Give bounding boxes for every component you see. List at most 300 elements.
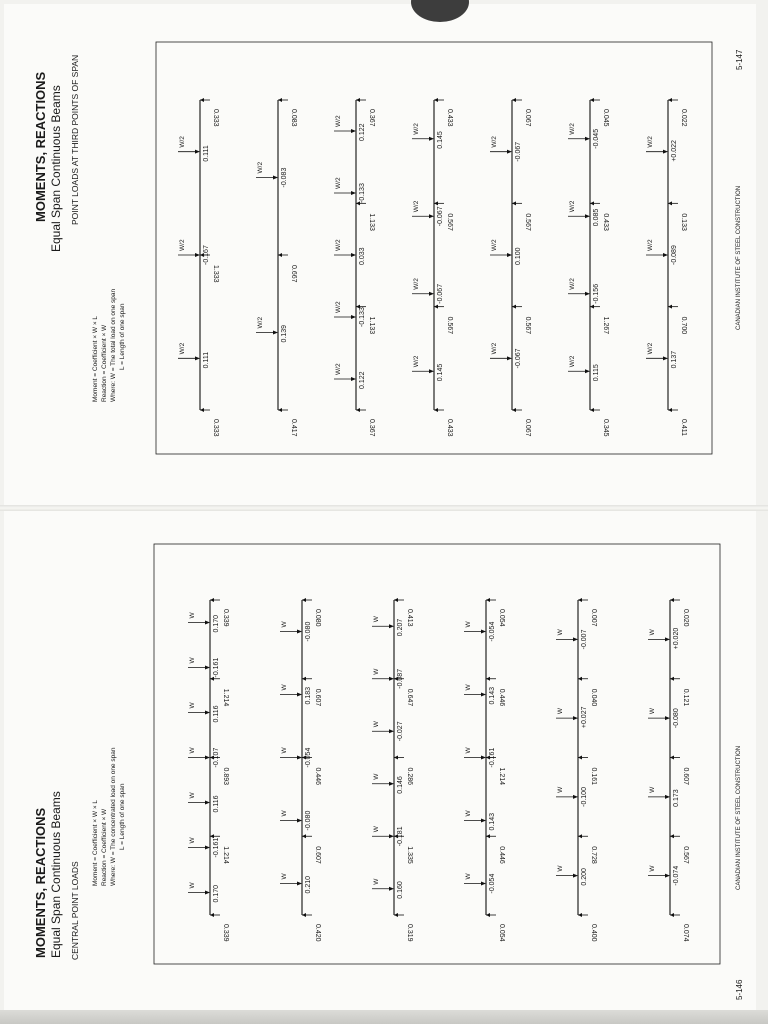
support-reaction-label: 0.286	[406, 767, 413, 786]
moment-coefficient: +0.027	[581, 706, 588, 729]
load-arrow-head	[297, 693, 302, 697]
support-arrow-head	[302, 834, 306, 838]
moment-coefficient: -0.161	[213, 837, 220, 858]
support-reaction-label: 1.214	[498, 767, 505, 786]
reaction-arrow-head	[670, 598, 674, 602]
support-arrow-head	[512, 201, 516, 205]
load-arrow-head	[481, 756, 486, 760]
top-beams-beam-5	[490, 98, 531, 437]
support-reaction-label: 1.214	[222, 846, 229, 864]
right-reaction-label: 0.067	[524, 109, 531, 127]
load-label: W/2	[647, 136, 654, 148]
moment-coefficient: 0.170	[213, 884, 220, 903]
moment-coefficient: -0.161	[213, 657, 220, 678]
bottom-legend-length: L = Length of one span	[119, 783, 126, 850]
load-label: W/2	[491, 136, 498, 148]
reaction-arrow-head	[210, 913, 214, 917]
load-arrow-head	[205, 891, 210, 895]
moment-coefficient: -0.067	[515, 141, 522, 162]
load-label: W/2	[647, 342, 654, 355]
load-label: W	[189, 702, 196, 709]
left-reaction-label: 0.339	[222, 924, 229, 942]
load-arrow-head	[351, 377, 356, 381]
top-legend-moment: Moment = Coefficient × W × L	[92, 315, 99, 402]
load-label: W	[557, 865, 564, 872]
load-label: W	[649, 707, 656, 715]
support-reaction-label: 0.700	[680, 316, 687, 335]
bottom-page-load-case: CENTRAL POINT LOADS	[70, 861, 80, 960]
bottom-publisher: CANADIAN INSTITUTE OF STEEL CONSTRUCTION	[736, 745, 742, 890]
moment-coefficient: 0.160	[397, 881, 404, 899]
support-reaction-label: 0.567	[446, 316, 453, 335]
load-label: W	[465, 810, 472, 817]
moment-coefficient: 0.145	[437, 363, 444, 382]
reaction-arrow-head	[356, 408, 360, 412]
moment-coefficient: +0.020	[673, 627, 680, 650]
moment-coefficient: 0.183	[305, 686, 312, 705]
bottom-page-subtitle: Equal Span Continuous Beams	[49, 791, 63, 958]
moment-coefficient: 0.210	[305, 875, 312, 894]
support-arrow-head	[670, 834, 674, 838]
load-arrow-head	[351, 315, 356, 319]
support-arrow-head	[578, 677, 582, 681]
bottom-page	[33, 544, 744, 1000]
bottom-beams-beam-2	[280, 598, 321, 942]
top-beams-beam-7	[646, 98, 687, 436]
left-reaction-label: 0.333	[212, 419, 219, 437]
load-label: W/2	[413, 355, 420, 368]
load-label: W	[189, 747, 196, 754]
load-arrow-head	[205, 846, 210, 850]
moment-coefficient: 0.207	[397, 618, 404, 637]
moment-coefficient: -0.156	[593, 283, 600, 304]
load-arrow-head	[663, 150, 668, 154]
load-label: W	[189, 612, 196, 619]
reaction-arrow-head	[434, 408, 438, 412]
moment-coefficient: -0.080	[305, 810, 312, 831]
bottom-beams-beam-5	[556, 598, 597, 942]
support-reaction-label: 1.133	[368, 316, 375, 335]
support-arrow-head	[578, 756, 582, 760]
load-arrow-head	[665, 874, 670, 878]
load-label: W	[465, 684, 472, 691]
reaction-arrow-head	[210, 598, 214, 602]
support-reaction-label: 0.433	[602, 213, 609, 231]
load-arrow-head	[297, 882, 302, 886]
load-arrow-head	[205, 801, 210, 805]
top-beams-beam-1	[178, 98, 219, 437]
load-label: W	[557, 629, 564, 636]
moment-coefficient: -0.067	[515, 348, 522, 369]
load-arrow-head	[585, 137, 590, 141]
moment-coefficient: 0.116	[213, 705, 220, 723]
support-reaction-label: 0.446	[314, 767, 321, 786]
bottom-beam-diagrams	[188, 598, 689, 942]
load-arrow-head	[205, 756, 210, 760]
load-label: W/2	[569, 278, 576, 290]
load-label: W	[373, 878, 380, 885]
left-reaction-label: 0.367	[368, 419, 375, 437]
load-arrow-head	[273, 331, 278, 335]
left-reaction-label: 0.433	[446, 419, 453, 437]
top-beams-beam-3	[334, 98, 375, 437]
moment-coefficient: -0.133	[359, 183, 366, 203]
top-page	[33, 42, 744, 454]
load-label: W	[649, 629, 656, 636]
left-reaction-label: 0.400	[590, 924, 597, 942]
moment-coefficient: 0.143	[489, 812, 496, 831]
support-reaction-label: 0.040	[590, 688, 597, 707]
load-arrow-head	[573, 874, 578, 878]
support-arrow-head	[670, 677, 674, 681]
load-arrow-head	[389, 782, 394, 786]
bottom-beams-beam-3	[372, 598, 413, 942]
load-arrow-head	[273, 176, 278, 180]
load-label: W/2	[569, 355, 576, 368]
load-label: W	[649, 786, 656, 793]
moment-coefficient: -0.080	[673, 708, 680, 729]
support-arrow-head	[434, 201, 438, 205]
support-reaction-label: 0.607	[314, 846, 321, 864]
right-reaction-label: 0.433	[446, 109, 453, 127]
moment-coefficient: -0.089	[671, 245, 678, 265]
load-arrow-head	[573, 716, 578, 720]
support-arrow-head	[302, 677, 306, 681]
reaction-arrow-head	[578, 598, 582, 602]
load-arrow-head	[429, 292, 434, 296]
load-label: W	[189, 882, 196, 889]
bottom-legend-where: Where: W = The concentrated load on one span	[110, 747, 117, 886]
load-arrow-head	[663, 253, 668, 257]
moment-coefficient: 0.111	[203, 351, 210, 369]
moment-coefficient: -0.074	[673, 865, 680, 886]
load-label: W	[281, 621, 288, 628]
moment-coefficient: 0.111	[203, 145, 210, 162]
moment-coefficient: -0.045	[593, 128, 600, 149]
reaction-arrow-head	[302, 598, 306, 602]
load-arrow-head	[389, 729, 394, 733]
moment-coefficient: -0.054	[305, 747, 312, 768]
support-arrow-head	[278, 253, 282, 257]
load-arrow-head	[389, 834, 394, 838]
load-arrow-head	[389, 624, 394, 628]
support-arrow-head	[590, 201, 594, 205]
right-reaction-label: 0.022	[680, 109, 687, 127]
moment-coefficient: 0.173	[673, 789, 680, 807]
left-reaction-label: 0.054	[498, 924, 505, 942]
support-reaction-label: 0.893	[222, 767, 229, 786]
reaction-arrow-head	[590, 98, 594, 102]
support-arrow-head	[512, 305, 516, 309]
load-arrow-head	[351, 191, 356, 195]
load-label: W/2	[647, 239, 654, 251]
right-reaction-label: 0.020	[682, 609, 689, 627]
bottom-beams-beam-6	[648, 598, 689, 942]
load-label: W	[649, 865, 656, 872]
load-label: W	[373, 668, 380, 675]
reaction-arrow-head	[434, 98, 438, 102]
reaction-arrow-head	[302, 913, 306, 917]
right-reaction-label: 0.083	[290, 109, 297, 127]
load-label: W/2	[179, 136, 186, 148]
moment-coefficient: 0.100	[515, 247, 522, 265]
support-reaction-label: 1.333	[212, 265, 219, 283]
load-arrow-head	[297, 819, 302, 823]
moment-coefficient: 0.170	[213, 614, 220, 633]
reaction-arrow-head	[668, 98, 672, 102]
support-reaction-label: 0.728	[590, 846, 597, 864]
load-label: W/2	[257, 316, 264, 329]
load-label: W	[465, 621, 472, 628]
support-reaction-label: 0.647	[406, 688, 413, 707]
support-reaction-label: 0.133	[680, 213, 687, 231]
load-label: W/2	[413, 200, 420, 213]
load-label: W/2	[335, 177, 342, 189]
support-reaction-label: 1.214	[222, 688, 229, 707]
load-arrow-head	[665, 716, 670, 720]
load-label: W	[465, 747, 472, 754]
left-reaction-label: 0.319	[406, 924, 413, 942]
load-arrow-head	[205, 711, 210, 715]
support-reaction-label: 0.161	[590, 767, 597, 786]
load-label: W	[373, 826, 380, 833]
reaction-arrow-head	[356, 98, 360, 102]
left-reaction-label: 0.420	[314, 924, 321, 942]
top-beam-diagrams	[178, 98, 687, 437]
load-arrow-head	[205, 621, 210, 625]
load-arrow-head	[351, 253, 356, 257]
bottom-beams-beam-1	[188, 598, 229, 942]
left-reaction-label: 0.345	[602, 419, 609, 437]
moment-coefficient: -0.067	[437, 283, 444, 304]
left-reaction-label: 0.417	[290, 419, 297, 437]
load-label: W	[189, 837, 196, 844]
support-reaction-label: 0.667	[290, 265, 297, 283]
load-label: W	[373, 616, 380, 623]
support-reaction-label: 0.567	[524, 316, 531, 335]
right-reaction-label: 0.080	[314, 609, 321, 627]
load-label: W	[281, 684, 288, 691]
support-arrow-head	[486, 834, 490, 838]
reaction-arrow-head	[668, 408, 672, 412]
moment-coefficient: -0.181	[397, 826, 404, 847]
load-arrow-head	[389, 677, 394, 681]
reaction-arrow-head	[670, 913, 674, 917]
right-reaction-label: 0.367	[368, 109, 375, 127]
load-arrow-head	[481, 693, 486, 697]
load-arrow-head	[585, 292, 590, 296]
bottom-page-number: 5-146	[735, 979, 744, 1000]
load-label: W/2	[335, 115, 342, 127]
load-label: W/2	[569, 123, 576, 135]
moment-coefficient: 0.033	[359, 247, 366, 265]
support-reaction-label: 0.567	[446, 213, 453, 231]
support-reaction-label: 1.133	[368, 213, 375, 231]
support-reaction-label: 0.567	[524, 213, 531, 231]
left-reaction-label: 0.067	[524, 419, 531, 437]
support-reaction-label: 1.267	[602, 316, 609, 335]
load-arrow-head	[297, 630, 302, 634]
top-beams-beam-2	[256, 98, 297, 437]
load-arrow-head	[195, 150, 200, 154]
load-arrow-head	[665, 795, 670, 799]
reaction-arrow-head	[512, 408, 516, 412]
moment-coefficient: -0.100	[581, 787, 588, 807]
right-reaction-label: 0.333	[212, 109, 219, 127]
moment-coefficient: 0.116	[213, 795, 220, 813]
top-beams-beam-6	[568, 98, 609, 437]
top-publisher: CANADIAN INSTITUTE OF STEEL CONSTRUCTION	[736, 185, 742, 330]
support-reaction-label: 1.335	[406, 846, 413, 864]
load-arrow-head	[507, 150, 512, 154]
moment-coefficient: 0.200	[581, 868, 588, 886]
load-label: W	[465, 873, 472, 880]
load-label: W/2	[491, 239, 498, 251]
moment-coefficient: 0.122	[359, 123, 366, 141]
support-reaction-label: 0.567	[682, 846, 689, 864]
support-arrow-head	[394, 756, 398, 760]
moment-coefficient: -0.107	[213, 747, 220, 768]
reaction-arrow-head	[486, 598, 490, 602]
load-label: W	[557, 786, 564, 793]
support-arrow-head	[486, 677, 490, 681]
moment-coefficient: -0.161	[489, 747, 496, 768]
load-label: W/2	[335, 363, 342, 375]
load-label: W	[281, 810, 288, 817]
load-label: W/2	[179, 342, 186, 355]
moment-coefficient: -0.007	[581, 629, 588, 650]
reaction-arrow-head	[394, 913, 398, 917]
reaction-arrow-head	[578, 913, 582, 917]
moment-coefficient: -0.167	[203, 245, 210, 265]
top-page-title: MOMENTS, REACTIONS	[33, 71, 48, 222]
bottom-table-frame	[154, 544, 720, 964]
bottom-legend-reaction: Reaction = Coefficient × W	[101, 808, 108, 886]
bottom-page-title: MOMENTS, REACTIONS	[33, 807, 48, 958]
top-page-subtitle: Equal Span Continuous Beams	[49, 85, 63, 252]
load-label: W	[189, 792, 196, 799]
moment-coefficient: 0.145	[437, 131, 444, 149]
moment-coefficient: 0.139	[281, 324, 288, 343]
load-arrow-head	[507, 356, 512, 360]
moment-coefficient: 0.085	[593, 208, 600, 227]
load-arrow-head	[195, 356, 200, 360]
reaction-arrow-head	[278, 408, 282, 412]
support-arrow-head	[434, 305, 438, 309]
load-arrow-head	[585, 214, 590, 218]
load-label: W	[189, 657, 196, 664]
moment-coefficient: +0.022	[671, 140, 678, 162]
load-arrow-head	[481, 882, 486, 886]
bottom-beams-beam-4	[464, 598, 505, 942]
top-page-load-case: POINT LOADS AT THIRD POINTS OF SPAN	[70, 54, 80, 225]
right-reaction-label: 0.054	[498, 609, 505, 627]
top-legend-reaction: Reaction = Coefficient × W	[101, 324, 108, 402]
load-arrow-head	[481, 630, 486, 634]
reaction-arrow-head	[590, 408, 594, 412]
reaction-arrow-head	[394, 598, 398, 602]
load-arrow-head	[195, 253, 200, 257]
load-arrow-head	[429, 369, 434, 373]
support-reaction-label: 0.607	[314, 688, 321, 707]
top-legend-length: L = Length of one span	[119, 303, 126, 370]
support-reaction-label: 0.446	[498, 688, 505, 707]
support-arrow-head	[670, 756, 674, 760]
right-reaction-label: 0.339	[222, 609, 229, 627]
load-arrow-head	[429, 214, 434, 218]
load-arrow-head	[585, 369, 590, 373]
load-arrow-head	[573, 795, 578, 799]
left-reaction-label: 0.074	[682, 924, 689, 942]
load-label: W/2	[179, 239, 186, 251]
moment-coefficient: -0.067	[437, 206, 444, 227]
moment-coefficient: 0.122	[359, 371, 366, 389]
load-arrow-head	[429, 137, 434, 141]
support-arrow-head	[668, 201, 672, 205]
right-reaction-label: 0.413	[406, 609, 413, 627]
support-reaction-label: 0.121	[682, 688, 689, 707]
load-arrow-head	[573, 637, 578, 641]
moment-coefficient: -0.087	[397, 668, 404, 689]
load-arrow-head	[665, 637, 670, 641]
reaction-arrow-head	[200, 98, 204, 102]
moment-coefficient: -0.133	[359, 307, 366, 327]
left-reaction-label: 0.411	[680, 419, 687, 436]
moment-coefficient: -0.080	[305, 621, 312, 642]
moment-coefficient: -0.083	[281, 167, 288, 188]
load-arrow-head	[351, 129, 356, 133]
reaction-arrow-head	[200, 408, 204, 412]
load-label: W/2	[413, 278, 420, 290]
support-arrow-head	[578, 834, 582, 838]
load-arrow-head	[297, 756, 302, 760]
reaction-arrow-head	[486, 913, 490, 917]
load-label: W/2	[413, 123, 420, 135]
support-reaction-label: 0.446	[498, 846, 505, 864]
right-reaction-label: 0.045	[602, 109, 609, 127]
load-arrow-head	[389, 887, 394, 891]
top-page-number: 5-147	[735, 49, 744, 70]
moment-coefficient: -0.054	[489, 873, 496, 894]
load-label: W/2	[569, 200, 576, 213]
bottom-legend-moment: Moment = Coefficient × W × L	[92, 799, 99, 886]
moment-coefficient: 0.137	[671, 350, 678, 369]
reaction-arrow-head	[512, 98, 516, 102]
support-arrow-head	[590, 305, 594, 309]
reaction-arrow-head	[278, 98, 282, 102]
load-arrow-head	[205, 666, 210, 670]
load-label: W	[557, 707, 564, 715]
moment-coefficient: 0.143	[489, 686, 496, 705]
load-arrow-head	[481, 819, 486, 823]
load-label: W/2	[257, 161, 264, 174]
moment-coefficient: 0.146	[397, 776, 404, 794]
moment-coefficient: -0.054	[489, 621, 496, 642]
moment-coefficient: -0.027	[397, 721, 404, 742]
load-arrow-head	[663, 356, 668, 360]
load-label: W	[281, 873, 288, 880]
moment-coefficient: 0.115	[593, 364, 600, 382]
load-label: W	[373, 773, 380, 780]
load-label: W/2	[335, 301, 342, 313]
load-label: W/2	[491, 342, 498, 355]
load-arrow-head	[507, 253, 512, 257]
support-reaction-label: 0.607	[682, 767, 689, 786]
support-arrow-head	[668, 305, 672, 309]
load-label: W	[281, 747, 288, 754]
load-label: W	[373, 721, 380, 728]
load-label: W/2	[335, 239, 342, 251]
